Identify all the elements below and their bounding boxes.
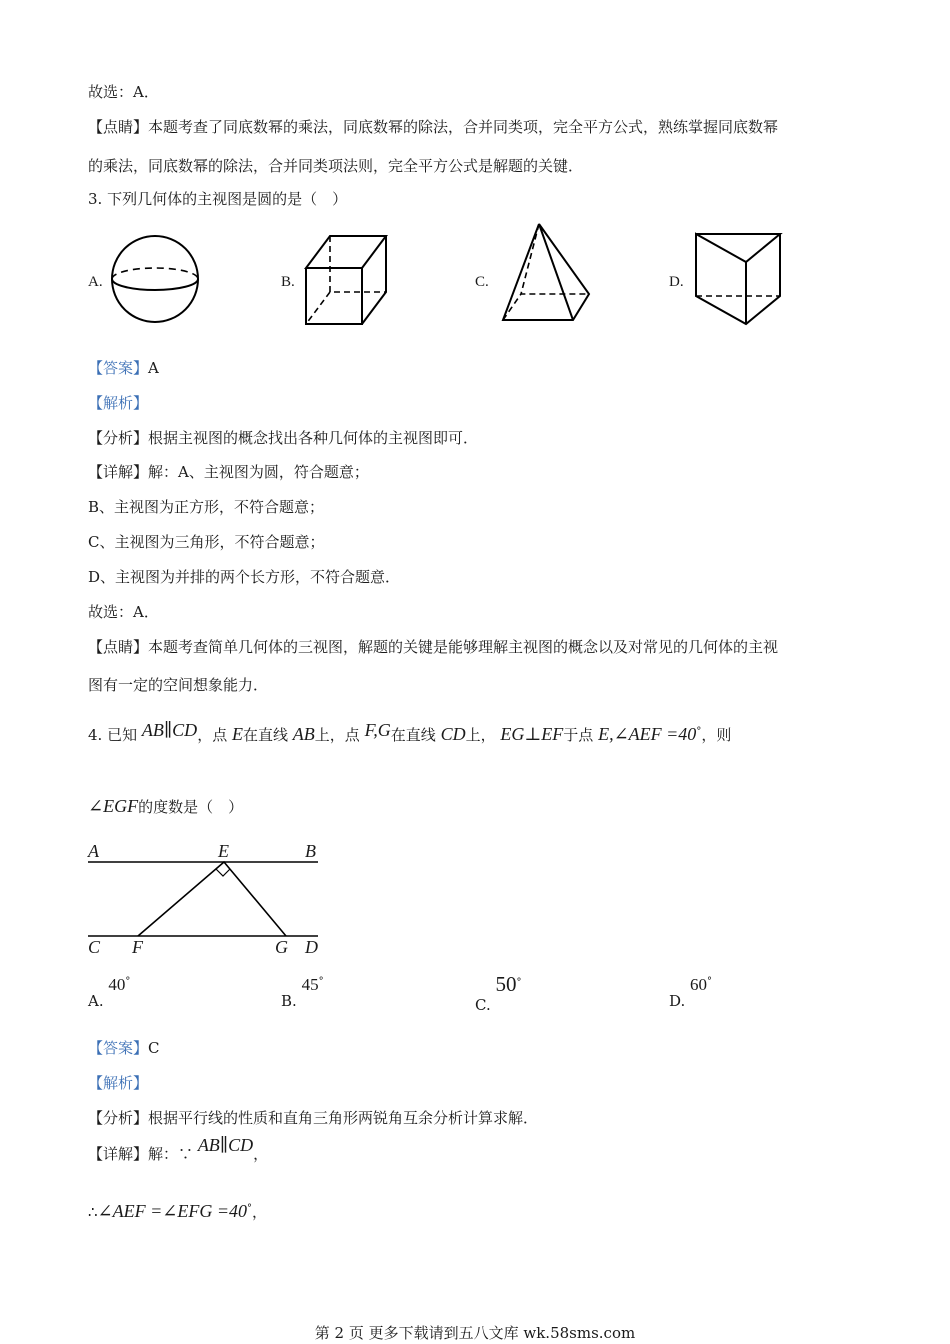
option-label: B. [281,992,297,1010]
q2-comment-line1 [88,117,778,137]
q3-comment-line1 [88,637,778,657]
degree: ° [246,1203,252,1214]
q4-t1: ，点 [197,726,228,744]
detail-tag: 【详解】 [88,1145,149,1163]
fenxi-text: 根据平行线的性质和直角三角形两锐角互余分析计算求解． [148,1109,539,1127]
label-g: G [275,937,288,957]
sphere-figure [108,232,204,328]
option-label: A. [88,992,104,1010]
q3-answer [88,358,159,378]
q4-fenxi [88,1108,538,1128]
label-c: C [88,937,101,957]
q3-stem: 3. 下列几何体的主视图是圆的是（ ） [88,190,348,208]
q4-option-d [669,975,713,1010]
q4-t4: 在直线 [390,726,436,744]
q4-line-ab: AB [292,724,315,744]
detail-comma: ， [253,1145,269,1163]
detail-conclusion-tail: ， [251,1203,267,1221]
q4-t3: 上，点 [314,726,360,744]
detail-conclusion: ∠AEF =∠EFG =40 [97,1201,247,1221]
pyramid-figure [497,220,593,326]
option-label: C. [475,996,491,1014]
option-value: 50 [495,972,517,996]
answer-value: A [148,359,159,377]
q4-t6: 于点 [563,726,594,744]
detail-text: 解：A、主视图为圆，符合题意； [148,463,369,481]
label-b: B [305,841,316,861]
q4-num: 4. 已知 [88,726,138,744]
option-label: D. [669,992,686,1010]
detail-tag: 【详解】 [88,463,149,481]
q4-option-b [281,975,324,1010]
label-e: E [218,841,229,861]
q4-stem-line1 [88,719,731,748]
answer-tag: 【答案】 [88,1039,149,1057]
q4-line-cd: CD [440,724,466,744]
q4-t7: ，则 [701,726,732,744]
label-f: F [132,937,143,957]
comment-tag: 【点睛】 [88,638,149,656]
detail-ab-cd: AB∥CD [197,1135,254,1155]
triangular-prism-figure [690,228,786,330]
q4-angle-cond: E,∠AEF =40 [598,724,697,744]
q3-choose: 故选：A． [88,603,159,621]
q4-ask-angle: ∠EGF [88,796,139,816]
fenxi-tag: 【分析】 [88,429,149,447]
q3-comment-line2: 图有一定的空间想象能力． [88,676,269,694]
comment-text: 本题考查了同底数幂的乘法，同底数幂的除法，合并同类项，完全平方公式，熟练掌握同底数幂 [148,118,779,136]
q4-answer [88,1038,160,1058]
degree: ° [516,977,522,988]
q4-option-c [475,972,522,1014]
q3-option-a-label: A. [88,274,103,290]
q3-fenxi [88,428,478,448]
option-value: 60 [690,975,708,994]
q4-t5: 上， [465,726,496,744]
degree: ° [125,976,131,987]
degree: ° [318,976,324,987]
q4-detail-line2 [88,1196,267,1225]
cube-figure [300,230,392,330]
q4-point-e: E [231,724,243,744]
q4-detail-line1 [88,1135,269,1167]
q3-detail-line4: D、主视图为并排的两个长方形，不符合题意． [88,568,401,586]
q3-detail-line1 [88,462,369,482]
q4-perp: EG⊥EF [500,724,564,744]
q4-ask: 的度数是（ ） [138,798,244,816]
answer-value: C [148,1039,160,1057]
fenxi-tag: 【分析】 [88,1109,149,1127]
detail-prefix: 解：∵ [148,1145,194,1163]
q3-detail-line3: C、主视图为三角形，不符合题意； [88,533,325,551]
q3-option-d-label: D. [669,274,684,290]
comment-tag: 【点睛】 [88,118,149,136]
q4-points-fg: F,G [364,720,391,740]
q4-option-a [88,975,131,1010]
q3-option-c-label: C. [475,274,489,290]
label-a: A [88,841,99,861]
q4-analysis-tag: 【解析】 [88,1074,149,1092]
q4-stem-line2 [88,793,243,820]
q2-choose: 故选：A． [88,83,159,101]
q3-analysis-tag: 【解析】 [88,394,149,412]
degree: ° [707,976,713,987]
q4-ab-cd: AB∥CD [141,720,198,740]
option-value: 40 [108,975,126,994]
q2-comment-line2: 的乘法，同底数幂的除法，合并同类项法则，完全平方公式是解题的关键． [88,157,584,175]
q4-degree: ° [696,726,702,737]
parallel-lines-figure [84,840,334,970]
option-value: 45 [301,975,319,994]
label-d: D [305,937,318,957]
q3-detail-line2: B、主视图为正方形，不符合题意； [88,498,325,516]
page-footer: 第 2 页 更多下载请到五八文库 wk.58sms.com [314,1324,636,1342]
comment-text: 本题考查简单几何体的三视图，解题的关键是能够理解主视图的概念以及对常见的几何体的主视 [148,638,779,656]
answer-tag: 【答案】 [88,359,149,377]
q4-t2: 在直线 [242,726,288,744]
therefore-symbol: ∴ [88,1203,98,1221]
q3-option-b-label: B. [281,274,295,290]
fenxi-text: 根据主视图的概念找出各种几何体的主视图即可． [148,429,479,447]
